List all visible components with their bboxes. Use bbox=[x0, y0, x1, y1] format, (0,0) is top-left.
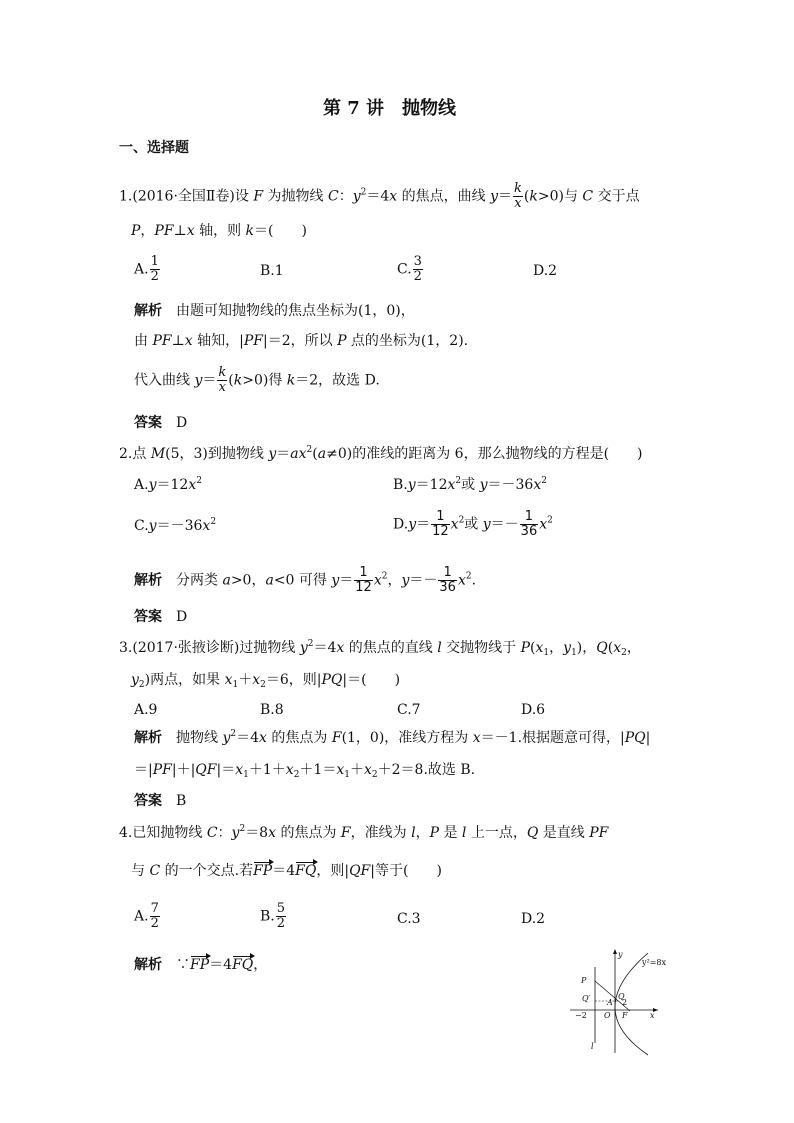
q1-analysis-1: 解析 由题可知抛物线的焦点坐标为(1，0)， bbox=[134, 303, 415, 319]
q3-option-c: C.7 bbox=[397, 702, 421, 718]
q3-option-d: D.6 bbox=[521, 702, 546, 718]
q4-line1: 4.已知抛物线 C：$y^2=8x$ 的焦点为 F，准线为 l，P 是 l 上一点，Q 是直线 PF bbox=[119, 824, 609, 841]
q1-answer: 答案 D bbox=[134, 415, 188, 431]
q3-analysis-2: $=|PF|+|QF|=x_1+1+x_2+1=x_1+x_2+2=8$.故选 B. bbox=[134, 762, 476, 780]
vector-fq: FQ bbox=[295, 863, 317, 879]
q1-option-d: D.2 bbox=[533, 263, 558, 279]
q3-option-b: B.8 bbox=[260, 702, 284, 718]
q1-analysis-2: 由 PF⊥x 轴知，|PF|＝2，所以 P 点的坐标为(1，2). bbox=[134, 333, 469, 349]
q2-stem: 2.点 M(5，3)到抛物线 $y=ax^2(a\ne 0)$的准线的距离为 6，那么抛物线的方程是( ) bbox=[119, 445, 643, 462]
q1-line1: 1.(2016·全国Ⅱ卷)设 F 为抛物线 C：$y^2=4x$ 的焦点，曲线 y＝ $\frac{k}{x}$ (k>0)与 C 交于点 bbox=[119, 181, 640, 211]
point-qp-label: Q′ bbox=[582, 994, 591, 1003]
q4-analysis: 解析 ∵FP＝4FQ， bbox=[134, 957, 268, 973]
point-a-label: A bbox=[607, 998, 613, 1007]
q3-line1: 3.(2017·张掖诊断)过抛物线 $y^2=4x$ 的焦点的直线 l 交抛物线于 $P(x_1$，$y_1$)，$Q(x_2$， bbox=[119, 639, 641, 658]
q4-option-c: C.3 bbox=[397, 911, 421, 927]
y-axis-label: y bbox=[618, 950, 623, 959]
q2-answer: 答案 D bbox=[134, 609, 188, 625]
x-axis-label: x bbox=[650, 1011, 655, 1020]
q3-analysis-1: 解析 抛物线 $y^2=4x$ 的焦点为 F(1，0)，准线方程为 x＝－1.根据题意可得，|PQ| bbox=[134, 729, 651, 746]
y-axis-arrow bbox=[613, 949, 617, 954]
q4-line2: 与 C 的一个交点.若FP＝4FQ，则|QF|等于( ) bbox=[131, 863, 442, 879]
vector-fp: FP bbox=[253, 863, 273, 879]
q2-option-c: $C.y=-36x^2$ bbox=[134, 517, 217, 534]
q1-option-b: B.1 bbox=[260, 263, 284, 279]
q1-option-c: C. $\frac{3}{2}$ bbox=[397, 254, 422, 284]
point-p-label: P bbox=[581, 976, 587, 985]
q1-analysis-3: 代入曲线 y＝ $\frac{k}{x}$ (k>0)得 k＝2，故选 D. bbox=[134, 365, 380, 395]
q2-option-b: $B.y=12x^2$或 $y=-36x^2$ bbox=[393, 476, 547, 493]
section-heading: 一、选择题 bbox=[119, 140, 189, 156]
q2-analysis: 解析 分两类 a>0，a<0 可得 y＝ $\frac{1}{12}$ $x^2$，y＝－ $\frac{1}{36}$ $x^2$. bbox=[134, 565, 477, 595]
q2-option-a: $A.y=12x^2$ bbox=[134, 476, 202, 493]
q1-option-a: A. $\frac{1}{2}$ bbox=[134, 254, 159, 284]
q3-answer: 答案 B bbox=[134, 793, 187, 809]
q1-line2: P，PF⊥x 轴，则 k＝( ) bbox=[131, 223, 307, 239]
page-title: 第 7 讲 抛物线 bbox=[323, 98, 457, 119]
focus-label: F bbox=[622, 1011, 628, 1020]
fraction-k-over-x: $\frac{k}{x}$ bbox=[514, 181, 522, 211]
q3-option-a: A.9 bbox=[134, 702, 158, 718]
tick-2-label: 2 bbox=[622, 998, 628, 1007]
q4-option-b: B. $\frac{5}{2}$ bbox=[260, 901, 286, 931]
tick-neg2-label: −2 bbox=[575, 1011, 587, 1020]
q4-option-d: D.2 bbox=[521, 911, 546, 927]
parabola-figure bbox=[560, 945, 680, 1057]
origin-label: O bbox=[604, 1011, 611, 1020]
q2-option-d: D.y＝ $\frac{1}{12}$ $x^2$或 y＝－ $\frac{1}{36}$ $x^2$ bbox=[393, 509, 553, 539]
q4-option-a: A. $\frac{7}{2}$ bbox=[134, 901, 159, 931]
point-q-label: Q bbox=[618, 992, 625, 1001]
parabola-curve bbox=[615, 953, 648, 1055]
directrix-label: l bbox=[591, 1042, 594, 1051]
q3-line2: $y_2$)两点，如果 $x_1+x_2=6$，则|PQ|＝( ) bbox=[131, 672, 401, 690]
curve-label: y²=8x bbox=[642, 958, 667, 967]
